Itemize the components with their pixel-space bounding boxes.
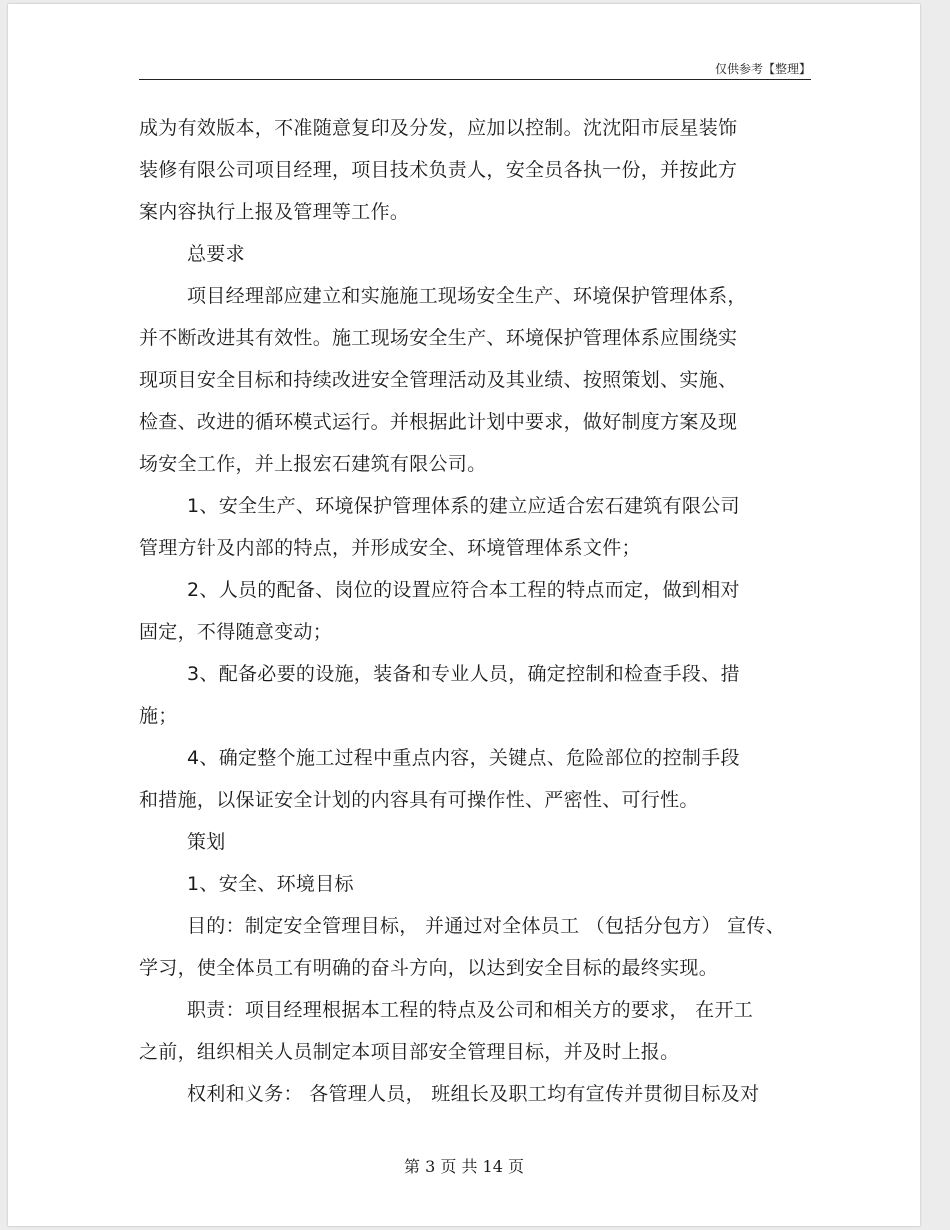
body-line: 施； (139, 705, 178, 727)
body-line: 和措施，以保证安全计划的内容具有可操作性、严密性、可行性。 (139, 789, 699, 811)
body-line: 并不断改进其有效性。施工现场安全生产、环境保护管理体系应围绕实 (139, 327, 738, 349)
body-line: 固定，不得随意变动； (139, 621, 333, 643)
header-divider (139, 79, 811, 80)
body-line: 管理方针及内部的特点，并形成安全、环境管理体系文件； (139, 537, 641, 559)
body-line: 权利和义务： 各管理人员， 班组长及职工均有宣传并贯彻目标及对 (187, 1083, 760, 1105)
body-line: 装修有限公司项目经理，项目技术负责人，安全员各执一份，并按此方 (139, 159, 738, 181)
body-line: 检查、改进的循环模式运行。并根据此计划中要求，做好制度方案及现 (139, 411, 738, 433)
page-number-footer: 第 3 页 共 14 页 (404, 1157, 524, 1176)
section-heading: 总要求 (187, 243, 245, 265)
list-item: 4、确定整个施工过程中重点内容，关键点、危险部位的控制手段 (187, 747, 740, 769)
body-line: 场安全工作，并上报宏石建筑有限公司。 (139, 453, 487, 475)
document-body (139, 107, 839, 1115)
page-header-note: 仅供参考【整理】 (714, 62, 811, 76)
body-line: 成为有效版本，不准随意复印及分发，应加以控制。沈沈阳市辰星装饰 (139, 117, 738, 139)
body-line: 项目经理部应建立和实施施工现场安全生产、环境保护管理体系， (187, 285, 747, 307)
body-line: 案内容执行上报及管理等工作。 (139, 201, 410, 223)
body-line: 现项目安全目标和持续改进安全管理活动及其业绩、按照策划、实施、 (139, 369, 738, 391)
body-line: 目的：制定安全管理目标， 并通过对全体员工 （包括分包方） 宣传、 (187, 915, 786, 937)
list-item: 2、人员的配备、岗位的设置应符合本工程的特点而定，做到相对 (187, 579, 740, 601)
body-line: 职责：项目经理根据本工程的特点及公司和相关方的要求， 在开工 (187, 999, 754, 1021)
section-heading: 策划 (187, 831, 226, 853)
list-item: 3、配备必要的设施，装备和专业人员，确定控制和检查手段、措 (187, 663, 740, 685)
body-line: 学习，使全体员工有明确的奋斗方向，以达到安全目标的最终实现。 (139, 957, 719, 979)
subsection-heading: 1、安全、环境目标 (187, 873, 354, 895)
list-item: 1、安全生产、环境保护管理体系的建立应适合宏石建筑有限公司 (187, 495, 740, 517)
document-page (8, 4, 920, 1226)
body-line: 之前，组织相关人员制定本项目部安全管理目标，并及时上报。 (139, 1041, 680, 1063)
